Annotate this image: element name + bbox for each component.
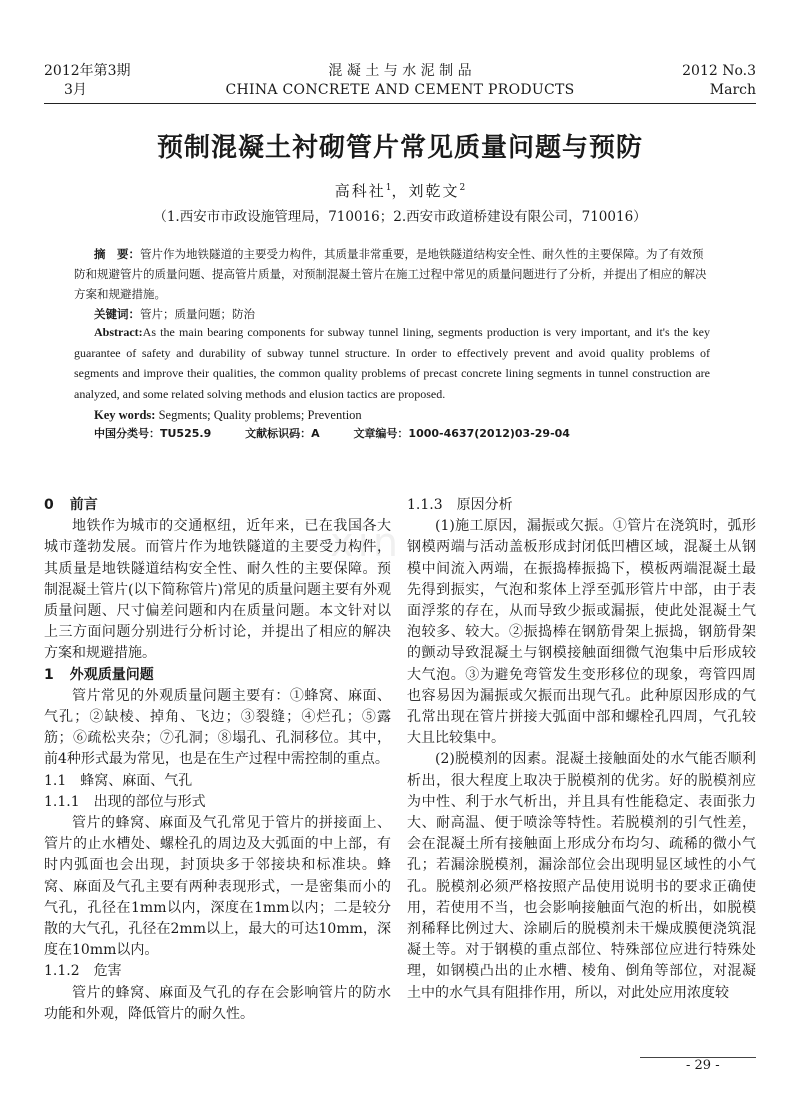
section-1-1-2-number: 1.1.2 <box>44 963 80 980</box>
section-1-1-3-heading <box>407 495 756 516</box>
section-1-1-1-number: 1.1.1 <box>44 793 80 810</box>
section-1-1-3-title: 原因分析 <box>456 497 513 513</box>
abstract-en <box>74 322 710 404</box>
section-1-1-2-paragraph: 管片的蜂窝、麻面及气孔的存在会影响管片的防水功能和外观，降低管片的耐久性。 <box>44 984 391 1022</box>
section-1-heading <box>44 665 391 686</box>
right-column <box>407 495 756 1004</box>
keywords-en-label: Key words: <box>94 408 156 422</box>
cause-construction-paragraph: (1)施工原因，漏振或欠振。①管片在浇筑时，弧形钢模两端与活动盖板形成封闭低凹槽区域，混凝土从钢模中间流入两端，在振捣棒振捣下，模板两端混凝土最先得到振实，气泡和浆体上浮至弧形管片中部，由于表面浮浆的存在，从而导致少振或漏振，使此处混凝土气泡较多、较大。②振捣棒在钢筋骨架上振捣，钢筋骨架的颤动导致混凝土与钢模接触面细微气泡集中后形成较大气泡。③为避免弯管发生变形移位的现象，弯管四周也容易因为漏振或欠振而出现气孔。此种原因形成的气孔常出现在管片拼接大弧面中部和螺栓孔四周，气孔较大且比较集中。 <box>407 518 756 747</box>
section-1-number: 1 <box>44 666 54 683</box>
section-1-1-1-heading <box>44 792 391 813</box>
abstract-zh-text: 管片作为地铁隧道的主要受力构件，其质量非常重要，是地铁隧道结构安全性、耐久性的主要保障。为了有效预防和规避管片的质量问题、提高管片质量，对预制混凝土管片在施工过程中常见的质量问题进行了分析，并提出了相应的解决方案和规避措施。 <box>74 247 707 301</box>
header-month-en: March <box>709 82 756 98</box>
left-column <box>44 495 391 1025</box>
page-number: - 29 - <box>686 1058 720 1073</box>
author-2-affil: 2 <box>459 183 466 193</box>
abstract-en-text: As the main bearing components for subway tunnel lining, segments production is very important, and it's the key guarantee of safety and durability of subway tunnel structure. In order to effectively prevent and avoid quality problems of segments and improve their qualities, the common quality problems of precast concrete lining segments in tunnel construction are analyzed, and some related solving methods and elusion tactics are proposed. <box>74 325 710 401</box>
paper-authors <box>0 180 800 201</box>
header-month: 3月 <box>64 82 87 98</box>
section-1-1-2-title: 危害 <box>93 963 122 980</box>
header-journal-zh: 混 凝 土 与 水 泥 制 品 <box>328 63 472 79</box>
header-rule <box>44 103 756 104</box>
cause-release-agent-paragraph: (2)脱模剂的因素。混凝土接触面处的水气能否顺利析出，很大程度上取决于脱模剂的优劣。好的脱模剂应为中性、利于水气析出，并且具有性能稳定、表面张力大、耐高温、便于喷涂等特性。若脱模剂的引气性差，会在混凝土所有接触面上形成分布均匀、疏稀的微小气孔；若漏涂脱模剂，漏涂部位会出现明显区域性的小气孔。脱模剂必须严格按照产品使用说明书的要求正确使用，若使用不当，也会影响接触面气泡的析出，如脱模剂稀释比例过大、涂刷后的脱模剂未干燥成膜便浇筑混凝土等。对于钢模的重点部位、特殊部位应进行特殊处理，如钢模凸出的止水槽、棱角、倒角等部位，对混凝土中的水气具有阻排作用，所以，对此处应用浓度较 <box>407 751 756 1001</box>
author-1: 高科社 <box>334 182 386 200</box>
author-separator: ， <box>391 182 409 200</box>
section-1-1-heading <box>44 771 391 792</box>
paper-affiliation: （1.西安市市政设施管理局，710016；2.西安市政道桥建设有限公司，710016） <box>153 209 647 225</box>
keywords-zh <box>94 304 730 324</box>
document-code: 文献标识码：A <box>245 427 320 440</box>
section-1-paragraph: 管片常见的外观质量问题主要有：①蜂窝、麻面、气孔；②缺棱、掉角、飞边；③裂缝；④烂孔；⑤露筋；⑥疏松夹杂；⑦孔洞；⑧塌孔、孔洞移位。其中，前4种形式最为常见，也是在生产过程中需控制的重点。 <box>44 687 391 768</box>
section-1-1-3-number: 1.1.3 <box>407 497 443 513</box>
section-1-1-1-paragraph: 管片的蜂窝、麻面及气孔常见于管片的拼接面上、管片的止水槽处、螺栓孔的周边及大弧面的中上部，有时内弧面也会出现，封顶块多于邻接块和标准块。蜂窝、麻面及气孔主要有两种表现形式，一是密集而小的气孔，孔径在1mm以内，深度在1mm以内；二是较分散的大气孔，孔径在2mm以上，最大的可达10mm，深度在10mm以内。 <box>44 815 391 959</box>
abstract-zh-label: 摘 要： <box>94 247 140 261</box>
author-1-affil: 1 <box>385 183 392 193</box>
keywords-zh-text: 管片；质量问题；防治 <box>140 307 255 321</box>
header-journal <box>0 62 800 100</box>
section-1-1-number: 1.1 <box>44 772 67 789</box>
author-2: 刘乾文 <box>408 182 460 200</box>
paper-title: 预制混凝土衬砌管片常见质量问题与预防 <box>156 133 643 163</box>
header-year-issue: 2012年第3期 <box>44 63 131 79</box>
header-no: 2012 No.3 <box>682 63 756 79</box>
section-1-title: 外观质量问题 <box>69 666 154 683</box>
section-1-1-2-heading <box>44 961 391 982</box>
abstract-zh <box>74 244 710 304</box>
clc-number: 中国分类号：TU525.9 <box>94 427 212 440</box>
section-0-heading <box>44 495 391 516</box>
section-0-number: 0 <box>44 497 54 513</box>
abstract-en-label: Abstract: <box>94 325 143 339</box>
section-1-1-title: 蜂窝、麻面、气孔 <box>80 772 193 789</box>
header-journal-en: CHINA CONCRETE AND CEMENT PRODUCTS <box>225 82 575 98</box>
classification-line <box>94 425 600 441</box>
keywords-en-text: Segments; Quality problems; Prevention <box>158 408 362 422</box>
intro-paragraph: 地铁作为城市的交通枢纽，近年来，已在我国各大城市蓬勃发展。而管片作为地铁隧道的主要受力构件，其质量是地铁隧道结构安全性、耐久性的主要保障。预制混凝土管片(以下简称管片)常见的质量问题主要有外观质量问题、尺寸偏差问题和内在质量问题。本文针对以上三方面问题分别进行分析讨论，并提出了相应的解决方案和规避措施。 <box>44 518 391 662</box>
keywords-en <box>94 405 730 425</box>
section-1-1-1-title: 出现的部位与形式 <box>93 793 206 810</box>
article-number: 文章编号：1000-4637(2012)03-29-04 <box>353 427 570 440</box>
section-0-title: 前言 <box>69 497 98 513</box>
keywords-zh-label: 关键词： <box>94 307 140 321</box>
watermark: xin <box>330 520 403 566</box>
header-issue-en <box>682 62 756 100</box>
